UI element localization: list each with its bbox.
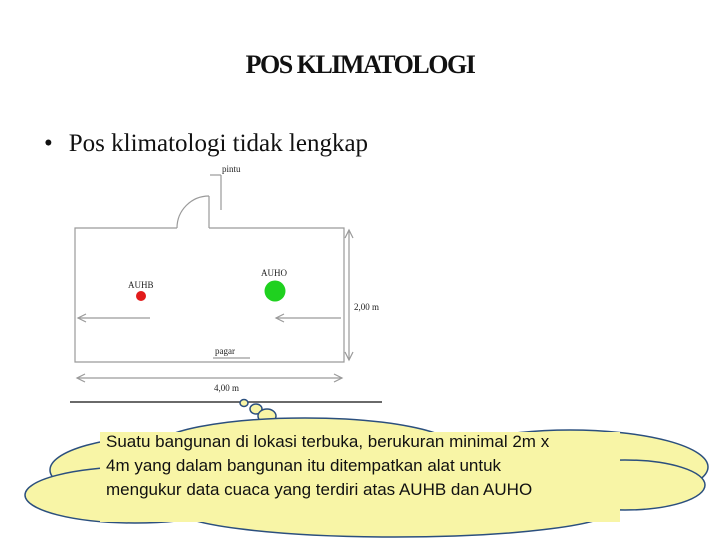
auhb-marker xyxy=(136,291,146,301)
auho-label: AUHO xyxy=(261,268,287,278)
height-dimension-label: 2,00 m xyxy=(354,302,380,312)
auhb-label: AUHB xyxy=(128,280,154,290)
building-wall xyxy=(75,228,344,362)
fence-label: pagar xyxy=(215,346,235,356)
auho-marker xyxy=(265,281,286,302)
bullet-dot-icon: • xyxy=(44,130,53,157)
bullet-text: Pos klimatologi tidak lengkap xyxy=(68,130,369,157)
width-dimension-label: 4,00 m xyxy=(214,383,240,393)
door-swing-arc xyxy=(177,196,209,228)
slide-title: POS KLIMATOLOGI xyxy=(245,50,475,79)
door-label: pintu xyxy=(222,164,241,174)
callout-text: Suatu bangunan di lokasi terbuka, berukuran minimal 2m x 4m yang dalam bangunan itu ditempatkan alat untuk mengukur data cuaca yang terdiri atas AUHB dan AUHO xyxy=(106,432,550,499)
